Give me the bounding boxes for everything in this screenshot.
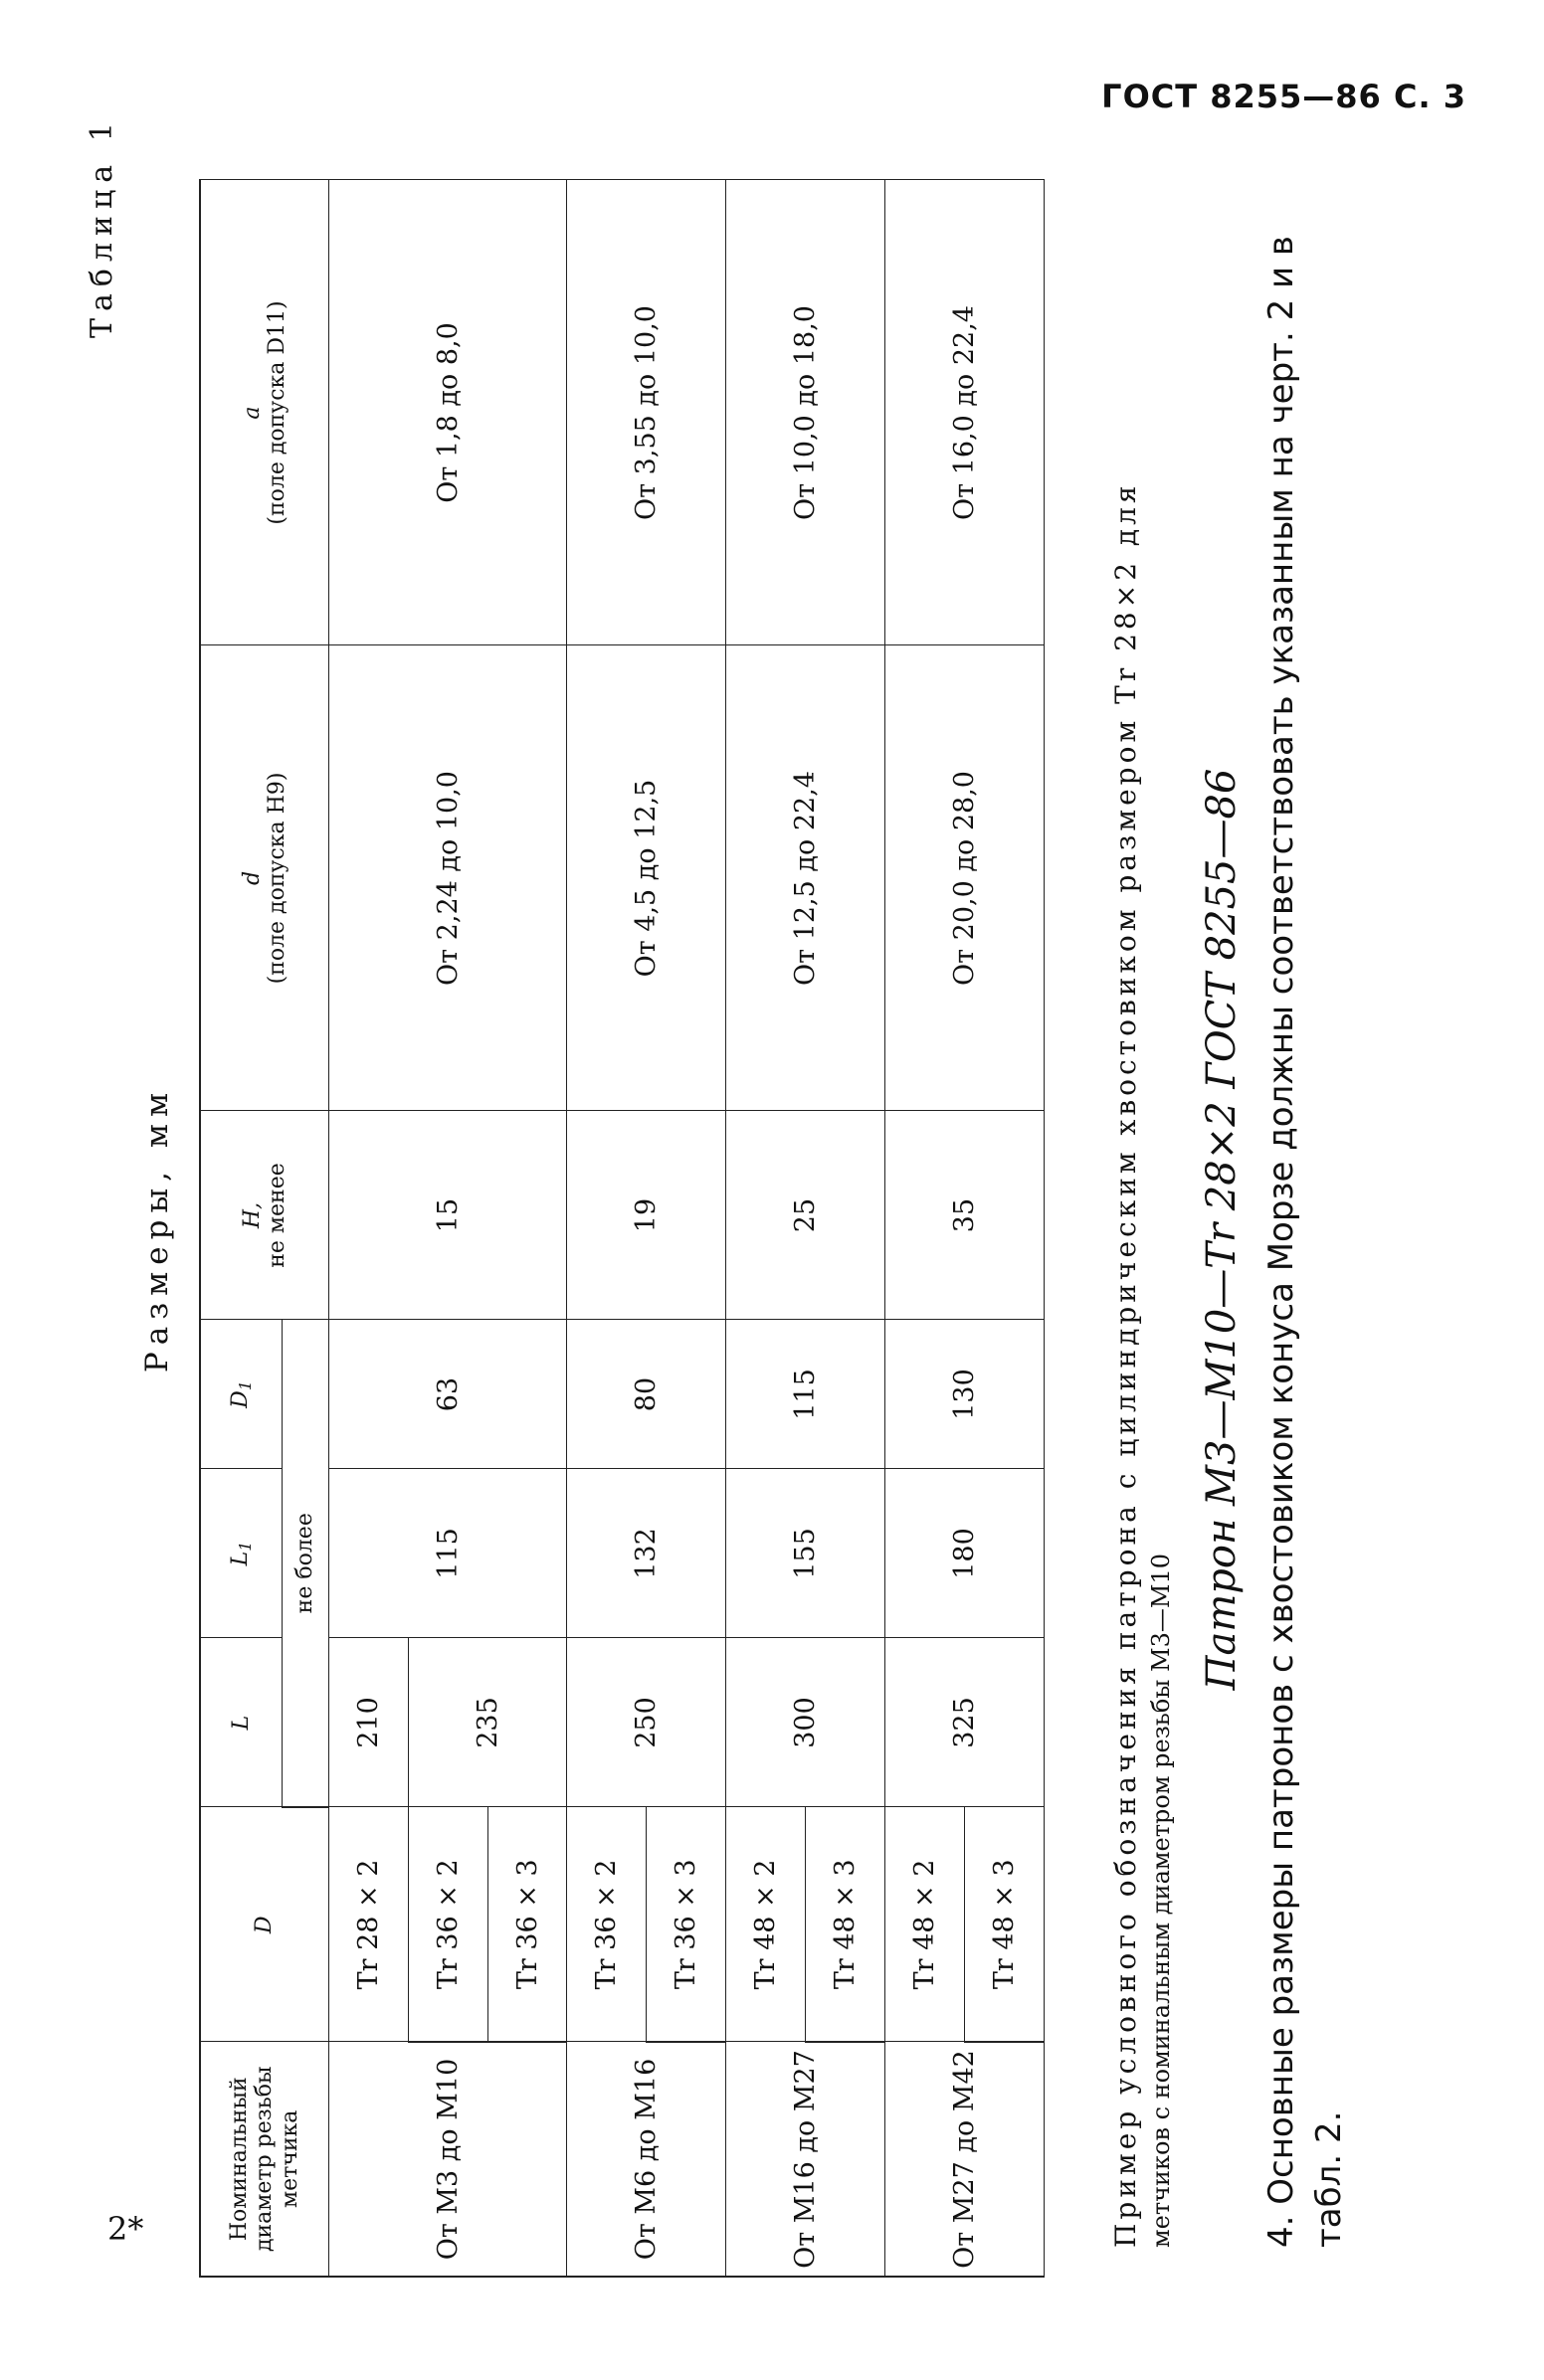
header-L1: $L_1$	[200, 1469, 282, 1638]
rotated-content	[85, 90, 1349, 2278]
standard-header: ГОСТ 8255—86 С. 3	[1101, 78, 1466, 115]
header-L: L	[200, 1638, 282, 1807]
L-cell: 300	[726, 1638, 885, 1807]
D1-cell: 80	[567, 1320, 726, 1469]
L-cell: 325	[885, 1638, 1045, 1807]
header-a: a (поле допуска D11)	[200, 180, 328, 645]
header-d: d (поле допуска H9)	[200, 645, 328, 1111]
header-not-more: не более	[282, 1320, 328, 1807]
dimensions-table	[199, 180, 1045, 2279]
H-cell: 25	[726, 1111, 885, 1320]
a-range-cell: От 3,55 до 10,0	[567, 180, 726, 645]
L1-cell: 132	[567, 1469, 726, 1638]
nominal-cell: От М27 до М42	[885, 2042, 1045, 2277]
header-H: H, не менее	[200, 1111, 328, 1320]
a-range-cell: От 10,0 до 18,0	[726, 180, 885, 645]
example-line-2: метчиков с номинальным диаметром резьбы М3—М10	[1147, 1554, 1175, 2248]
d-range-cell: От 20,0 до 28,0	[885, 645, 1045, 1111]
D1-cell: 63	[328, 1320, 567, 1469]
a-range-cell: От 1,8 до 8,0	[328, 180, 567, 645]
d-value-cell: Tr 48 × 3	[806, 1807, 885, 2042]
L1-cell: 155	[726, 1469, 885, 1638]
H-cell: 15	[328, 1111, 567, 1320]
example-line-1: Пример условного обозначения патрона с цилиндрическим хвостовиком размером Tr 28×2 для	[1109, 481, 1142, 2248]
D1-cell: 115	[726, 1320, 885, 1469]
header-D: D	[200, 1807, 328, 2042]
d-value-cell: Tr 36 × 3	[487, 1807, 567, 2042]
D1-cell: 130	[885, 1320, 1045, 1469]
H-cell: 35	[885, 1111, 1045, 1320]
a-range-cell: От 16,0 до 22,4	[885, 180, 1045, 645]
L-cell: 210	[328, 1638, 408, 1807]
d-range-cell: От 12,5 до 22,4	[726, 645, 885, 1111]
d-value-cell: Tr 48 × 2	[885, 1807, 965, 2042]
H-cell: 19	[567, 1111, 726, 1320]
page-mark: 2*	[107, 2210, 144, 2248]
L-cell: 235	[408, 1638, 567, 1807]
L-cell: 250	[567, 1638, 726, 1807]
d-value-cell: Tr 48 × 2	[726, 1807, 806, 2042]
d-range-cell: От 2,24 до 10,0	[328, 645, 567, 1111]
L1-cell: 115	[328, 1469, 567, 1638]
L1-cell: 180	[885, 1469, 1045, 1638]
d-range-cell: От 4,5 до 12,5	[567, 645, 726, 1111]
header-nominal: Номинальный диаметр резьбы метчика	[200, 2042, 328, 2277]
header-D1: $D_1$	[200, 1320, 282, 1469]
table-caption: Размеры, мм	[139, 1085, 175, 1373]
d-value-cell: Tr 48 × 3	[965, 1807, 1045, 2042]
nominal-cell: От М6 до М16	[567, 2042, 726, 2277]
d-value-cell: Tr 36 × 3	[647, 1807, 726, 2042]
paragraph-4: 4. Основные размеры патронов с хвостовиком конуса Морзе должны соответствовать указанным на черт. 2 и в табл. 2.	[1261, 236, 1349, 2248]
table-label: Таблица 1	[85, 115, 119, 338]
d-value-cell: Tr 36 × 2	[567, 1807, 647, 2042]
nominal-cell: От М16 до М27	[726, 2042, 885, 2277]
d-value-cell: Tr 36 × 2	[408, 1807, 487, 2042]
nominal-cell: От М3 до М10	[328, 2042, 567, 2277]
designation-example: Патрон М3—М10—Tr 28×2 ГОСТ 8255—86	[1199, 768, 1245, 1691]
d-value-cell: Tr 28 × 2	[328, 1807, 408, 2042]
